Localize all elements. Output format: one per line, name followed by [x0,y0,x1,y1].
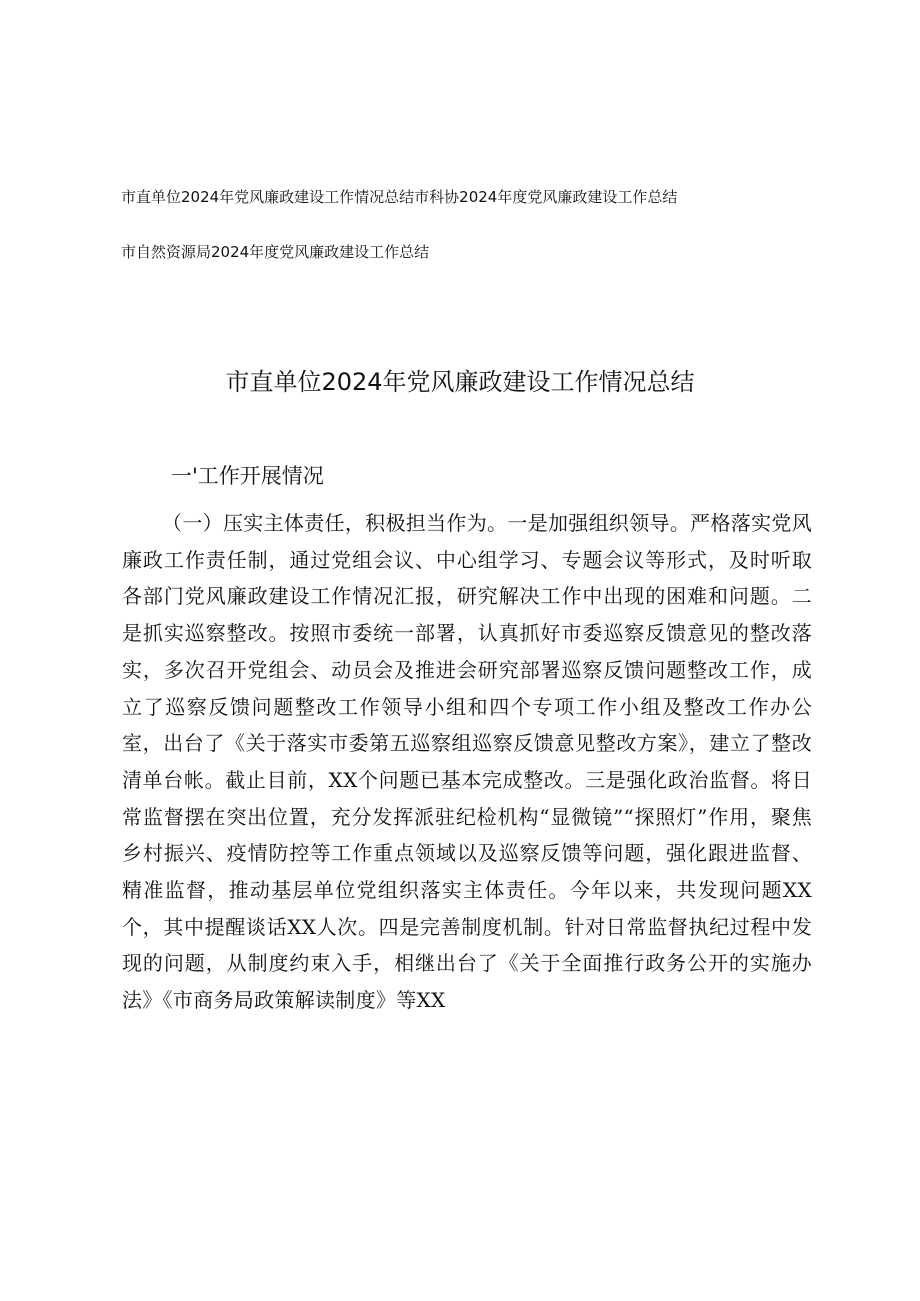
toc-line-1: 市直单位2024年党风廉政建设工作情况总结市科协2024年度党风廉政建设工作总结 [121,188,678,206]
body-paragraph: （一）压实主体责任，积极担当作为。一是加强组织领导。严格落实党风廉政工作责任制，通过党组会议、中心组学习、专题会议等形式，及时听取各部门党风廉政建设工作情况汇报，研究解决工作中出现的困难和问题。二是抓实巡察整改。按照市委统一部署，认真抓好市委巡察反馈意见的整改落实，多次召开党组会、动员会及推进会研究部署巡察反馈问题整改工作，成立了巡察反馈问题整改工作领导小组和四个专项工作小组及整改工作办公室，出台了《关于落实市委第五巡察组巡察反馈意见整改方案》，建立了整改清单台帐。截止目前，XX个问题已基本完成整改。三是强化政治监督。将日常监督摆在突出位置，充分发挥派驻纪检机构“显微镜”“探照灯”作用，聚焦乡村振兴、疫情防控等工作重点领域以及巡察反馈等问题，强化跟进监督、精准监督，推动基层单位党组织落实主体责任。今年以来，共发现问题XX个，其中提醒谈话XX人次。四是完善制度机制。针对日常监督执纪过程中发现的问题，从制度约束入手，相继出台了《关于全面推行政务公开的实施办法》《市商务局政策解读制度》等XX [122,511,812,1013]
document-title: 市直单位2024年党风廉政建设工作情况总结 [225,368,695,396]
toc-line-2: 市自然资源局2024年度党风廉政建设工作总结 [121,243,430,261]
section-heading: 一'工作开展情况 [171,464,324,488]
